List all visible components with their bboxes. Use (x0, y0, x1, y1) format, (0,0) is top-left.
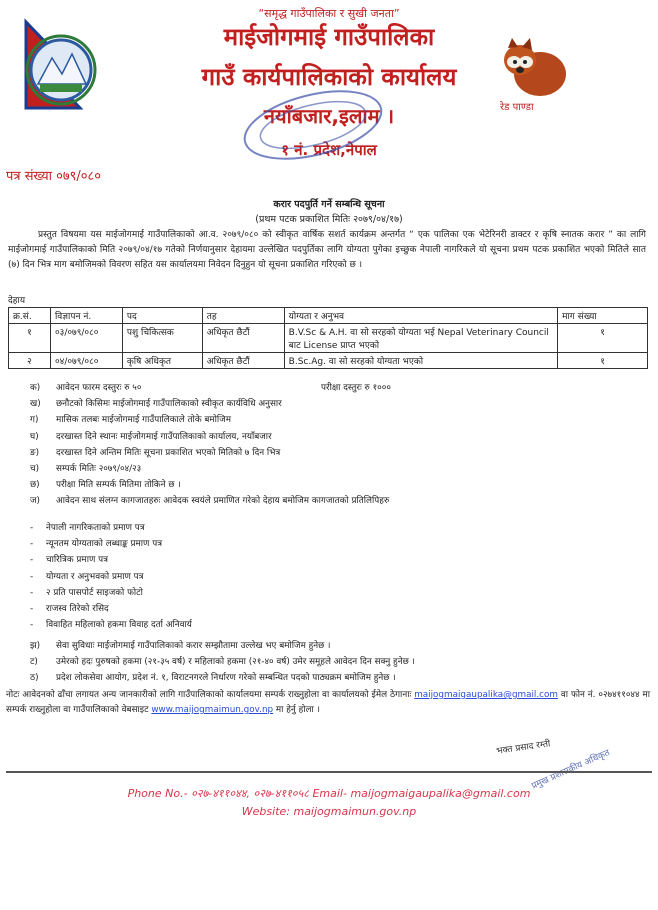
table-cell: B.V.Sc & A.H. वा सो सरहको योग्यता भई Nepal Veterinary Council बाट License प्राप्त भएको (284, 324, 557, 353)
list-key: क) (30, 383, 41, 393)
table-header-row (9, 308, 648, 324)
title-line-2: गाउँ कार्यपालिकाको कार्यालय (201, 63, 457, 91)
table-cell: १ (9, 324, 51, 353)
list-item (30, 493, 650, 509)
fee-row (56, 380, 391, 396)
notice-subject: करार पदपुर्ति गर्ने सम्बन्धि सूचना (273, 199, 385, 210)
list-key: छ) (30, 480, 40, 491)
list-text: योग्यता र अनुभवको प्रमाण पत्र (46, 571, 144, 582)
documents-list (30, 520, 192, 633)
title-line-3: नयाँबजार,इलाम । (263, 104, 395, 128)
table-row (9, 353, 648, 369)
notice-paragraph: प्रस्तुत विषयमा यस माईजोगमाई गाउँपालिकाको आ.व. २०७९/०८० को स्वीकृत वार्षिक सशर्त कार्यक्रम अन्तर्गत “ एक पालिका एक भेटेरिनरी डाक्टर र कृषि स्नातक करार ” का लागि माईजोगमाई गाउँपालिकाको मिति २०७९/०४/१७ गतेको निर्णयानुसार देहायमा उल्लेखित पदपुर्तिका लागि योग्यता पुगेका इच्छुक नेपाली नागरिकले यो सूचना प्रथम पटक प्रकाशित भएको मितिले सात (७) दिन भित्र माग बमोजिमको विवरण सहित यस कार्यालयमा निवेदन दिनुहुन यो सूचना प्रकाशित गरिएको छ । (8, 230, 646, 270)
office-stamp-icon (238, 90, 388, 160)
list-key: ठ) (30, 673, 39, 684)
bullet-icon: - (30, 523, 34, 533)
list-text: परीक्षा मिति सम्पर्क मितिमा तोकिने छ । (56, 480, 181, 491)
table-cell: २ (9, 353, 51, 369)
list-text: दरखास्त दिने अन्तिम मितिः सूचना प्रकाशित भएको मितिको ७ दिन भित्र (56, 447, 281, 458)
note-paragraph (6, 688, 650, 718)
table-cell: पशु चिकित्सक (122, 324, 202, 353)
notice-subtitle: (प्रथम पटक प्रकाशित मितिः २०७९/०४/१७) (255, 214, 403, 225)
list-item (30, 654, 415, 670)
list-text: नेपाली नागरिकताको प्रमाण पत्र (46, 523, 145, 533)
list-key: झ) (30, 641, 41, 651)
conditions-list-2 (30, 638, 415, 687)
list-key: ज) (30, 496, 40, 507)
list-key: ख) (30, 399, 41, 410)
list-item (30, 396, 650, 412)
list-text: आवेदन फारम दस्तुरः रु ५० (56, 383, 142, 393)
bullet-icon: - (30, 604, 34, 615)
bullet-icon: - (30, 539, 34, 550)
table-cell: अधिकृत छैटौं (202, 324, 284, 353)
list-item (30, 461, 650, 477)
list-item (30, 638, 415, 654)
table-header-cell: माग संख्या (558, 308, 648, 324)
list-text: न्यूनतम योग्यताको लब्धाङ्क प्रमाण पत्र (46, 539, 163, 550)
table-cell: १ (558, 353, 648, 369)
note-middle: वा फोन नं. ०२७४११०४४ मा सम्पर्क राख्नुहोला वा गाउँपालिकाको वेबसाइट (6, 690, 650, 715)
list-text: चारित्रिक प्रमाण पत्र (46, 555, 108, 566)
table-cell: अधिकृत छैटौं (202, 353, 284, 369)
table-row (9, 324, 648, 353)
conditions-list (30, 380, 650, 510)
table-header-cell: पद (122, 308, 202, 324)
list-text: सम्पर्क मितिः २०७९/०४/२३ (56, 464, 142, 475)
table-header-cell: विज्ञापन नं. (50, 308, 122, 324)
table-cell: कृषि अधिकृत (122, 353, 202, 369)
slogan: “समृद्ध गाउँपालिका र सुखी जनता” (258, 7, 400, 20)
footer-contact: Phone No.- ०२७-४११०४४, ०२७-४११०५८ Email- maijogmaigaupalika@gmail.com (127, 787, 531, 800)
list-key: च) (30, 464, 40, 475)
red-panda-image (492, 32, 574, 102)
exam-fee: परीक्षा दस्तुरः रु १००० (321, 383, 391, 393)
dehaya-label: देहाय (8, 296, 26, 306)
list-item (30, 380, 650, 396)
note-suffix: मा हेर्नु होला । (273, 705, 320, 715)
list-text: विवाहित महिलाको हकमा विवाह दर्ता अनिवार्य (46, 620, 192, 631)
footer-divider (6, 771, 652, 773)
list-item (30, 585, 192, 601)
list-item (30, 520, 192, 536)
list-text: २ प्रति पासपोर्ट साइजको फोटो (46, 587, 143, 598)
table-cell: B.Sc.Ag. वा सो सरहको योग्यता भएको (284, 353, 557, 369)
list-item (30, 445, 650, 461)
table-cell: १ (558, 324, 648, 353)
nepal-emblem-icon (18, 18, 104, 116)
list-text: मासिक तलबः माईजोगमाई गाउँपालिकाले तोके बमोजिम (56, 415, 232, 426)
bullet-icon: - (30, 571, 34, 582)
list-item (30, 412, 650, 428)
list-text: दरखास्त दिने स्थानः माईजोगमाई गाउँपालिकाको कार्यालय, नयाँबजार (56, 431, 272, 442)
table-header-cell: तह (202, 308, 284, 324)
signature-designation: प्रमुख प्रशासकीय अधिकृत (530, 748, 612, 792)
list-key: ग) (30, 415, 39, 426)
list-text: आवेदन साथ संलग्न कागजातहरुः आवेदक स्वयंले प्रमाणित गरेको देहाय बमोजिम कागजातको प्रतिलिपिहरु (56, 496, 390, 507)
list-text: छनौटको किसिमः माईजोगमाई गाउँपालिकाको स्वीकृत कार्यविधि अनुसार (56, 399, 282, 410)
panda-label: रेड पाण्डा (500, 102, 534, 113)
table-cell: ०३/०७९/०८० (50, 324, 122, 353)
list-item (30, 477, 650, 493)
website-link[interactable]: www.maijogmaimun.gov.np (151, 705, 274, 715)
list-item (30, 670, 415, 686)
footer-website: Website: maijogmaimun.gov.np (241, 805, 417, 818)
list-item (30, 429, 650, 445)
list-item (30, 569, 192, 585)
title-line-4: १ नं. प्रदेश,नेपाल (281, 141, 377, 159)
list-key: घ) (30, 431, 39, 442)
list-text: प्रदेश लोकसेवा आयोग, प्रदेश नं. १, विराटनगरले निर्धारण गरेको सम्बन्धित पदको पाठ्यक्रम बमोजिम हुनेछ । (56, 673, 396, 684)
list-text: उमेरको हदः पुरुषको हकमा (२१-३५ वर्ष) र महिलाको हकमा (२१-४० वर्ष) उमेर समूहले आवेदन दिन सक्नु हुनेछ । (56, 657, 415, 668)
table-header-cell: क्र.सं. (9, 308, 51, 324)
note-prefix: नोटः आवेदनको ढाँचा लगायत अन्य जानकारीको लागि गाउँपालिकाको कार्यालयमा सम्पर्क राख्नुहोला वा कार्यालयको ईमेल ठेगानाः (6, 690, 412, 700)
list-item (30, 601, 192, 617)
list-item (30, 536, 192, 552)
list-item (30, 617, 192, 633)
email-link[interactable]: maijogmaigaupalika@gmail.com (414, 690, 558, 700)
list-item (30, 552, 192, 568)
signature-name: भक्त प्रसाद रम्ती (495, 739, 552, 757)
list-key: ट) (30, 657, 38, 668)
list-text: सेवा सुविधाः माईजोगमाई गाउँपालिकाको करार सम्झौतामा उल्लेख भए बमोजिम हुनेछ । (56, 641, 331, 651)
bullet-icon: - (30, 620, 34, 631)
title-line-1: माईजोगमाई गाउँपालिका (223, 23, 435, 51)
list-text: राजस्व तिरेको रसिद (46, 604, 109, 615)
bullet-icon: - (30, 555, 34, 566)
posts-table (8, 307, 648, 369)
table-header-cell: योग्यता र अनुभव (284, 308, 557, 324)
list-key: ङ) (30, 447, 40, 458)
bullet-icon: - (30, 587, 34, 598)
reference-number: पत्र संख्या ०७९/०८० (6, 169, 102, 184)
table-cell: ०४/०७९/०८० (50, 353, 122, 369)
